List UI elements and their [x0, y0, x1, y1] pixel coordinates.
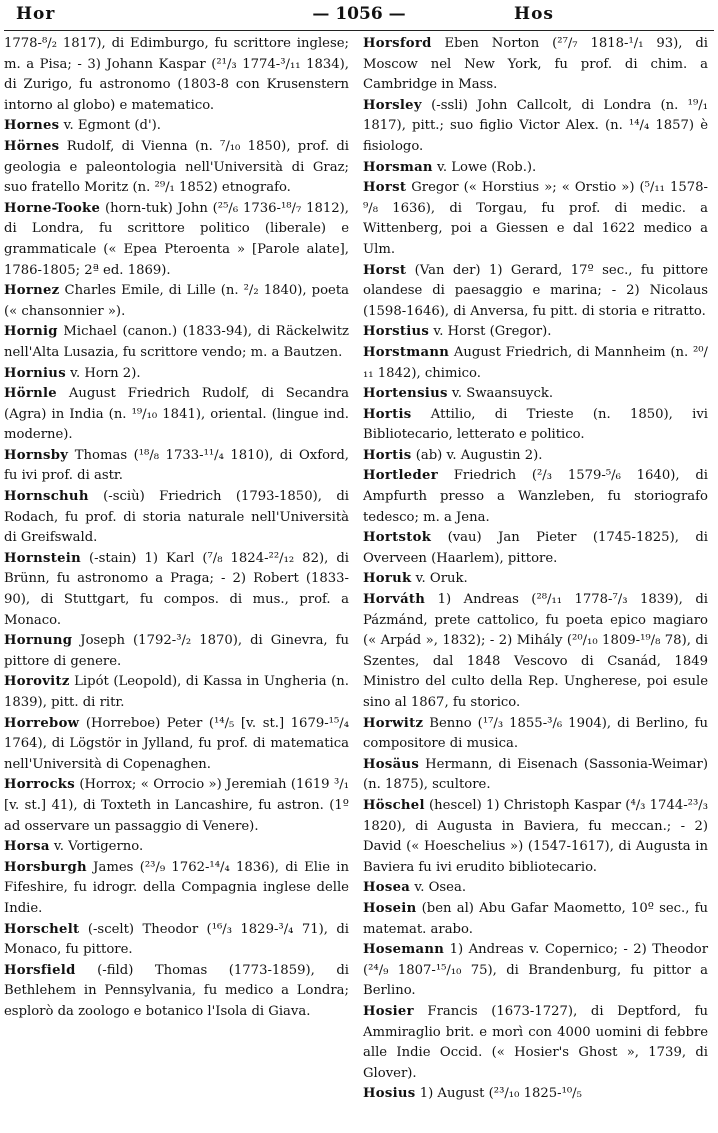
dictionary-entry: [363, 569, 708, 590]
entry-headword: Hörnes: [4, 138, 60, 154]
entry-text: (-fild) Thomas (1773-1859), di Bethlehem in Pennsylvania, fu medico a Londra; esplorò da zoologo e botanico l'Isola di Giava.: [4, 962, 349, 1019]
entry-text: Thomas (¹⁸/₈ 1733-¹¹/₄ 1810), di Oxford, fu ivi prof. di astr.: [4, 447, 349, 484]
entry-text: (vau) Jan Pieter (1745-1825), di Overveen (Haarlem), pittore.: [363, 530, 708, 566]
entry-headword: Hortensius: [363, 386, 448, 402]
entry-text: Attilio, di Trieste (n. 1850), ivi Bibliotecario, letterato e politico.: [363, 406, 708, 443]
entry-text: 1778-⁸/₂ 1817), di Edimburgo, fu scrittore inglese; m. a Pisa; - 3) Johann Kaspar (²¹/₃ 1774-³/₁₁ 1834), di Zurigo, fu astronomo (1803-8 con Krusenstern intorno al globo) e matematico.: [4, 36, 349, 113]
dictionary-entry: [4, 775, 349, 837]
dictionary-entry: [4, 199, 349, 281]
dictionary-entry: [363, 178, 708, 260]
entry-headword: Hornius: [4, 365, 66, 381]
entry-text: (Horreboe) Peter (¹⁴/₅ [v. st.] 1679-¹⁵/₄ 1764), di Lögstör in Jylland, fu prof. di matematica nell'Università di Copenaghen.: [4, 715, 349, 772]
header-last-word: Hos: [514, 4, 554, 24]
dictionary-entry: [363, 261, 708, 323]
entry-headword: Horsfield: [4, 962, 76, 978]
entry-headword: Horrocks: [4, 777, 75, 793]
entry-headword: Hornstein: [4, 550, 81, 566]
entry-text: (Van der) 1) Gerard, 17º sec., fu pittore olandese di paesaggio e marina; - 2) Nicolaus (1598-1646), di Anversa, fu pitt. di storia e ritratto.: [363, 262, 708, 319]
entry-text: Benno (¹⁷/₃ 1855-³/₆ 1904), di Berlino, fu compositore di musica.: [363, 715, 708, 752]
entry-text: v. Horn 2).: [65, 365, 141, 381]
dictionary-entry: [363, 96, 708, 158]
left-column: [4, 34, 349, 1023]
dictionary-entry: [363, 446, 708, 467]
dictionary-entry: [4, 384, 349, 446]
dictionary-entry: [363, 384, 708, 405]
entry-text: (-sciù) Friedrich (1793-1850), di Rodach, fu prof. di storia naturale nell'Università di Greifswald.: [4, 489, 349, 546]
entry-text: v. Egmont (d').: [59, 118, 161, 134]
entry-text: (ben al) Abu Gafar Maometto, 10º sec., fu matemat. arabo.: [363, 900, 708, 937]
entry-headword: Horsa: [4, 839, 50, 855]
dictionary-entry: [4, 714, 349, 776]
entry-headword: Hortis: [363, 447, 412, 463]
dictionary-entry: [4, 837, 349, 858]
entry-headword: Hosea: [363, 880, 411, 896]
entry-text: (-stain) 1) Karl (⁷/₈ 1824-²²/₁₂ 82), di Brünn, fu astronomo a Praga; - 2) Robert (1833-90), di Stuttgart, fu compos. di mus., prof. a Monaco.: [4, 550, 349, 628]
entry-headword: Horstius: [363, 324, 430, 340]
entry-headword: Horrebow: [4, 715, 80, 731]
entry-text: Eben Norton (²⁷/₇ 1818-¹/₁ 93), di Moscow nel New York, fu prof. di chim. a Cambridge in Mass.: [363, 36, 708, 93]
entry-text: v. Horst (Gregor).: [429, 324, 552, 340]
entry-text: August Friedrich, di Mannheim (n. ²⁰/₁₁ 1842), chimico.: [363, 344, 708, 381]
header-first-word: Hor: [16, 4, 56, 24]
entry-headword: Hörnle: [4, 386, 57, 402]
entry-headword: Horuk: [363, 571, 412, 587]
dictionary-entry: [4, 631, 349, 672]
dictionary-entry: [4, 549, 349, 631]
dictionary-entry: [363, 158, 708, 179]
entry-text: Francis (1673-1727), di Deptford, fu Ammiraglio brit. e morì con 4000 uomini di febbre alle Indie Occid. (« Hosier's Ghost », 1739, di Glover).: [363, 1003, 708, 1081]
entry-text: (ab) v. Augustin 2).: [411, 447, 543, 463]
entry-text: Hermann, di Eisenach (Sassonia-Weimar) (n. 1875), scultore.: [363, 756, 708, 793]
dictionary-entry: [4, 858, 349, 920]
page-number: — 1056 —: [312, 4, 406, 24]
entry-headword: Horwitz: [363, 715, 424, 731]
dictionary-entry: [4, 34, 349, 116]
dictionary-entry: [4, 961, 349, 1023]
entry-text: (hescel) 1) Christoph Kaspar (⁴/₃ 1744-²³/₃ 1820), di Augusta in Baviera, fu meccan.; - 2) David (« Hoeschelius ») (1547-1617), di Augusta in Baviera fu ivi erudito bibliotecario.: [363, 797, 708, 875]
dictionary-entry: [363, 1002, 708, 1084]
entry-text: (Horrox; « Orrocio ») Jeremiah (1619 ³/₁ [v. st.] 41), di Toxteth in Lancashire, fu astron. (1º ad osservare un passaggio di Venere).: [4, 777, 349, 834]
page-header: [4, 0, 714, 31]
dictionary-entry: [4, 116, 349, 137]
entry-headword: Hornig: [4, 324, 58, 340]
dictionary-entry: [363, 322, 708, 343]
dictionary-entry: [363, 796, 708, 878]
entry-text: 1) Andreas (²⁸/₁₁ 1778-⁷/₃ 1839), di Pázmánd, prete cattolico, fu poeta epico magiaro (« Arpád », 1832); - 2) Mihály (²⁰/₁₀ 1809-¹⁹/₈ 78), di Szentes, dal 1848 Vescovo di Csanád, 1849 Ministro del culto della Rep. Ungherese, poi esule sino al 1867, fu storico.: [363, 592, 708, 710]
entry-headword: Höschel: [363, 797, 425, 813]
entry-headword: Hornung: [4, 633, 73, 649]
dictionary-entry: [363, 34, 708, 96]
entry-text: Michael (canon.) (1833-94), di Räckelwitz nell'Alta Lusazia, fu scrittore vendo; m. a Bautzen.: [4, 324, 349, 360]
entry-headword: Horsford: [363, 36, 432, 51]
entry-headword: Hortis: [363, 406, 412, 422]
right-column: [363, 34, 708, 1105]
entry-text: 1) August (²³/₁₀ 1825-¹⁰/₅: [415, 1086, 582, 1102]
dictionary-entry: [363, 899, 708, 940]
entry-text: v. Vortigerno.: [49, 839, 144, 855]
dictionary-entry: [363, 405, 708, 446]
entry-headword: Horsley: [363, 97, 422, 113]
dictionary-entry: [4, 322, 349, 363]
dictionary-entry: [363, 940, 708, 1002]
dictionary-entry: [4, 487, 349, 549]
dictionary-entry: [363, 466, 708, 528]
entry-headword: Horváth: [363, 592, 426, 608]
entry-headword: Hornsby: [4, 447, 69, 463]
dictionary-entry: [363, 714, 708, 755]
entry-headword: Hosemann: [363, 942, 445, 958]
entry-headword: Hornez: [4, 283, 60, 299]
text-columns: [4, 34, 714, 1133]
entry-text: Friedrich (²/₃ 1579-⁵/₆ 1640), di Ampfurth presso a Wanzleben, fu storiografo tedesco; m. a Jena.: [363, 468, 708, 525]
dictionary-entry: [363, 590, 708, 714]
entry-text: Joseph (1792-³/₂ 1870), di Ginevra, fu pittore di genere.: [4, 633, 349, 669]
entry-text: v. Lowe (Rob.).: [432, 159, 537, 175]
dictionary-entry: [363, 1084, 708, 1105]
entry-headword: Horst: [363, 262, 407, 278]
entry-text: Gregor (« Horstius »; « Orstio ») (⁵/₁₁ 1578-⁹/₈ 1636), di Torgau, fu prof. di medic. a Wittenberg, poi a Giessen e dal 1622 medico a Ulm.: [363, 180, 708, 257]
entry-headword: Horsburgh: [4, 859, 87, 875]
entry-headword: Horovitz: [4, 674, 70, 690]
entry-text: Lipót (Leopold), di Kassa in Ungheria (n. 1839), pitt. di ritr.: [4, 674, 349, 710]
entry-headword: Hosein: [363, 900, 417, 916]
entry-text: Rudolf, di Vienna (n. ⁷/₁₀ 1850), prof. di geologia e paleontologia nell'Università di Graz; suo fratello Moritz (n. ²⁹/₁ 1852) etnografo.: [4, 138, 349, 196]
entry-text: 1) Andreas v. Copernico; - 2) Theodor (²⁴/₉ 1807-¹⁵/₁₀ 75), di Brandenburg, fu pittor a Berlino.: [363, 942, 708, 999]
dictionary-entry: [4, 446, 349, 487]
dictionary-entry: [363, 878, 708, 899]
entry-text: v. Osea.: [410, 880, 467, 896]
entry-text: Charles Emile, di Lille (n. ²/₂ 1840), poeta (« chansonnier »).: [4, 283, 349, 319]
dictionary-entry: [363, 755, 708, 796]
entry-headword: Hortstok: [363, 530, 432, 546]
dictionary-entry: [4, 920, 349, 961]
entry-text: (-ssli) John Callcolt, di Londra (n. ¹⁹/₁ 1817), pitt.; suo figlio Victor Alex. (n. ¹⁴/₄ 1857) è fisiologo.: [363, 97, 708, 154]
dictionary-entry: [4, 364, 349, 385]
entry-headword: Horst: [363, 180, 407, 196]
entry-text: v. Swaansuyck.: [447, 386, 554, 402]
entry-text: v. Oruk.: [411, 571, 468, 587]
dictionary-entry: [4, 137, 349, 199]
entry-headword: Hortleder: [363, 468, 438, 484]
entry-text: James (²³/₉ 1762-¹⁴/₄ 1836), di Elie in Fifeshire, fu idrogr. della Compagnia inglese delle Indie.: [4, 859, 349, 916]
entry-headword: Hosäus: [363, 756, 420, 772]
dictionary-entry: [4, 281, 349, 322]
dictionary-entry: [363, 343, 708, 384]
entry-headword: Hornes: [4, 118, 60, 134]
entry-headword: Hosius: [363, 1086, 416, 1102]
entry-headword: Horstmann: [363, 344, 450, 360]
entry-text: (-scelt) Theodor (¹⁶/₃ 1829-³/₄ 71), di Monaco, fu pittore.: [4, 921, 349, 958]
entry-headword: Horschelt: [4, 921, 80, 937]
dictionary-entry: [363, 528, 708, 569]
entry-headword: Horsman: [363, 159, 433, 175]
entry-headword: Horne-Tooke: [4, 200, 101, 216]
entry-text: (horn-tuk) John (²⁵/₆ 1736-¹⁸/₇ 1812), di Londra, fu scrittore politico (liberale) e grammaticale (« Epea Pteroenta » [Parole alate], 1786-1805; 2ª ed. 1869).: [4, 200, 349, 278]
entry-headword: Hosier: [363, 1003, 414, 1019]
entry-headword: Hornschuh: [4, 489, 89, 505]
dictionary-entry: [4, 672, 349, 713]
entry-text: August Friedrich Rudolf, di Secandra (Agra) in India (n. ¹⁹/₁₀ 1841), oriental. (lingue ind. moderne).: [4, 386, 349, 443]
